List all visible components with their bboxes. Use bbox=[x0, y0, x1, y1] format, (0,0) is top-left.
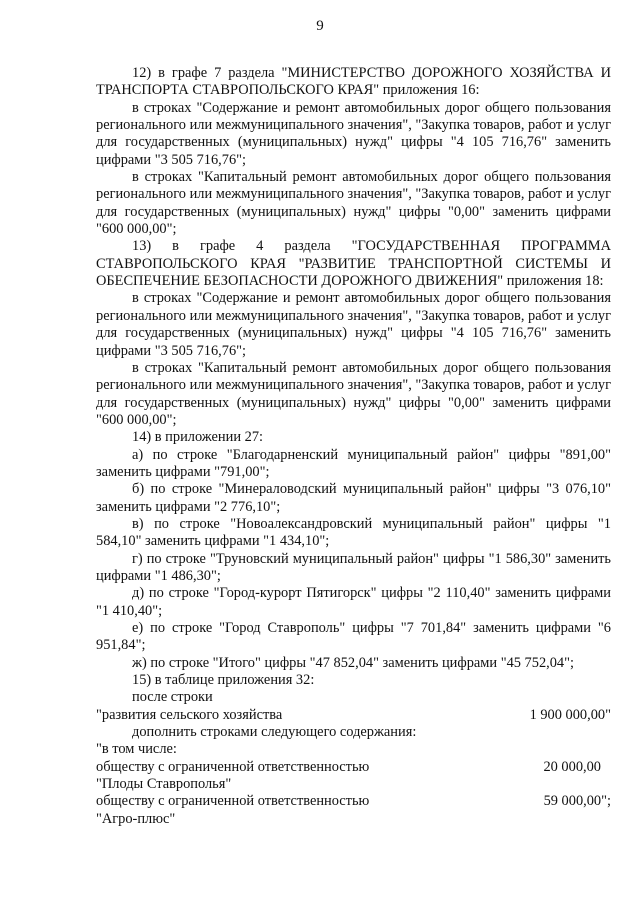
entry-1-org-name: "Плоды Ставрополья" bbox=[96, 776, 232, 793]
paragraph-14: 14) в приложении 27: bbox=[132, 429, 264, 446]
item-v: в) по строке "Новоалександровский муниципальный район" цифры "1 584,10" заменить цифрами "1 434,10"; bbox=[96, 515, 611, 550]
document-body bbox=[96, 65, 611, 828]
entry-row-2 bbox=[96, 793, 611, 810]
entry-1-amount: 20 000,00 bbox=[543, 758, 601, 775]
paragraph-15: 15) в таблице приложения 32: bbox=[132, 672, 315, 689]
reference-row-label: "развития сельского хозяйства bbox=[96, 706, 283, 723]
entry-2-amount: 59 000,00"; bbox=[543, 793, 611, 810]
entry-2-org-type: обществу с ограниченной ответственностью bbox=[96, 793, 370, 810]
entry-2-org-name: "Агро-плюс" bbox=[96, 810, 176, 827]
item-b: б) по строке "Минераловодский муниципальный район" цифры "3 076,10" заменить цифрами "2 776,10"; bbox=[96, 481, 611, 515]
after-row-label: после строки bbox=[132, 689, 213, 706]
item-a: а) по строке "Благодарненский муниципальный район" цифры "891,00" заменить цифрами "791,00"; bbox=[96, 446, 611, 480]
reference-row bbox=[96, 707, 611, 724]
item-g: г) по строке "Труновский муниципальный район" цифры "1 586,30" заменить цифрами "1 486,30"; bbox=[96, 550, 611, 584]
item-d: д) по строке "Город-курорт Пятигорск" цифры "2 110,40" заменить цифрами "1 410,40"; bbox=[96, 585, 611, 619]
entry-1-org-type: обществу с ограниченной ответственностью bbox=[96, 758, 370, 775]
paragraph-13-capital-repair: в строках "Капитальный ремонт автомобильных дорог общего пользования регионального или межмуниципального значения", "Закупка товаров, работ и услуг для государственных (муниципальных) нужд" цифры "0,00" заменить цифрами "600 000,00"; bbox=[96, 359, 611, 428]
add-rows-label: дополнить строками следующего содержания: bbox=[132, 724, 417, 741]
item-e: е) по строке "Город Ставрополь" цифры "7 701,84" заменить цифрами "6 951,84"; bbox=[96, 620, 611, 654]
including-label: "в том числе: bbox=[96, 741, 177, 758]
paragraph-13-maintenance: в строках "Содержание и ремонт автомобильных дорог общего пользования регионального или межмуниципального значения", "Закупка товаров, работ и услуг для государственных (муниципальных) нужд" цифры "4 105 716,76" заменить цифрами "3 505 716,76"; bbox=[96, 290, 611, 359]
paragraph-12-capital-repair: в строках "Капитальный ремонт автомобильных дорог общего пользования регионального или межмуниципального значения", "Закупка товаров, работ и услуг для государственных (муниципальных) нужд" цифры "0,00" заменить цифрами "600 000,00"; bbox=[96, 169, 611, 238]
item-zh: ж) по строке "Итого" цифры "47 852,04" заменить цифрами "45 752,04"; bbox=[132, 654, 574, 671]
paragraph-13: 13) в графе 4 раздела "ГОСУДАРСТВЕННАЯ ПРОГРАММА СТАВРОПОЛЬСКОГО КРАЯ "РАЗВИТИЕ ТРАНСПОРТНОЙ СИСТЕМЫ И ОБЕСПЕЧЕНИЕ БЕЗОПАСНОСТИ ДОРОЖНОГО ДВИЖЕНИЯ" приложения 18: bbox=[96, 238, 611, 290]
entry-row-1 bbox=[96, 759, 611, 776]
reference-row-amount: 1 900 000,00" bbox=[529, 706, 611, 723]
paragraph-12: 12) в графе 7 раздела "МИНИСТЕРСТВО ДОРОЖНОГО ХОЗЯЙСТВА И ТРАНСПОРТА СТАВРОПОЛЬСКОГО КРАЯ" приложения 16: bbox=[96, 65, 611, 99]
paragraph-12-maintenance: в строках "Содержание и ремонт автомобильных дорог общего пользования регионального или межмуниципального значения", "Закупка товаров, работ и услуг для государственных (муниципальных) нужд" цифры "4 105 716,76" заменить цифрами "3 505 716,76"; bbox=[96, 99, 611, 168]
page-number: 9 bbox=[316, 18, 324, 34]
